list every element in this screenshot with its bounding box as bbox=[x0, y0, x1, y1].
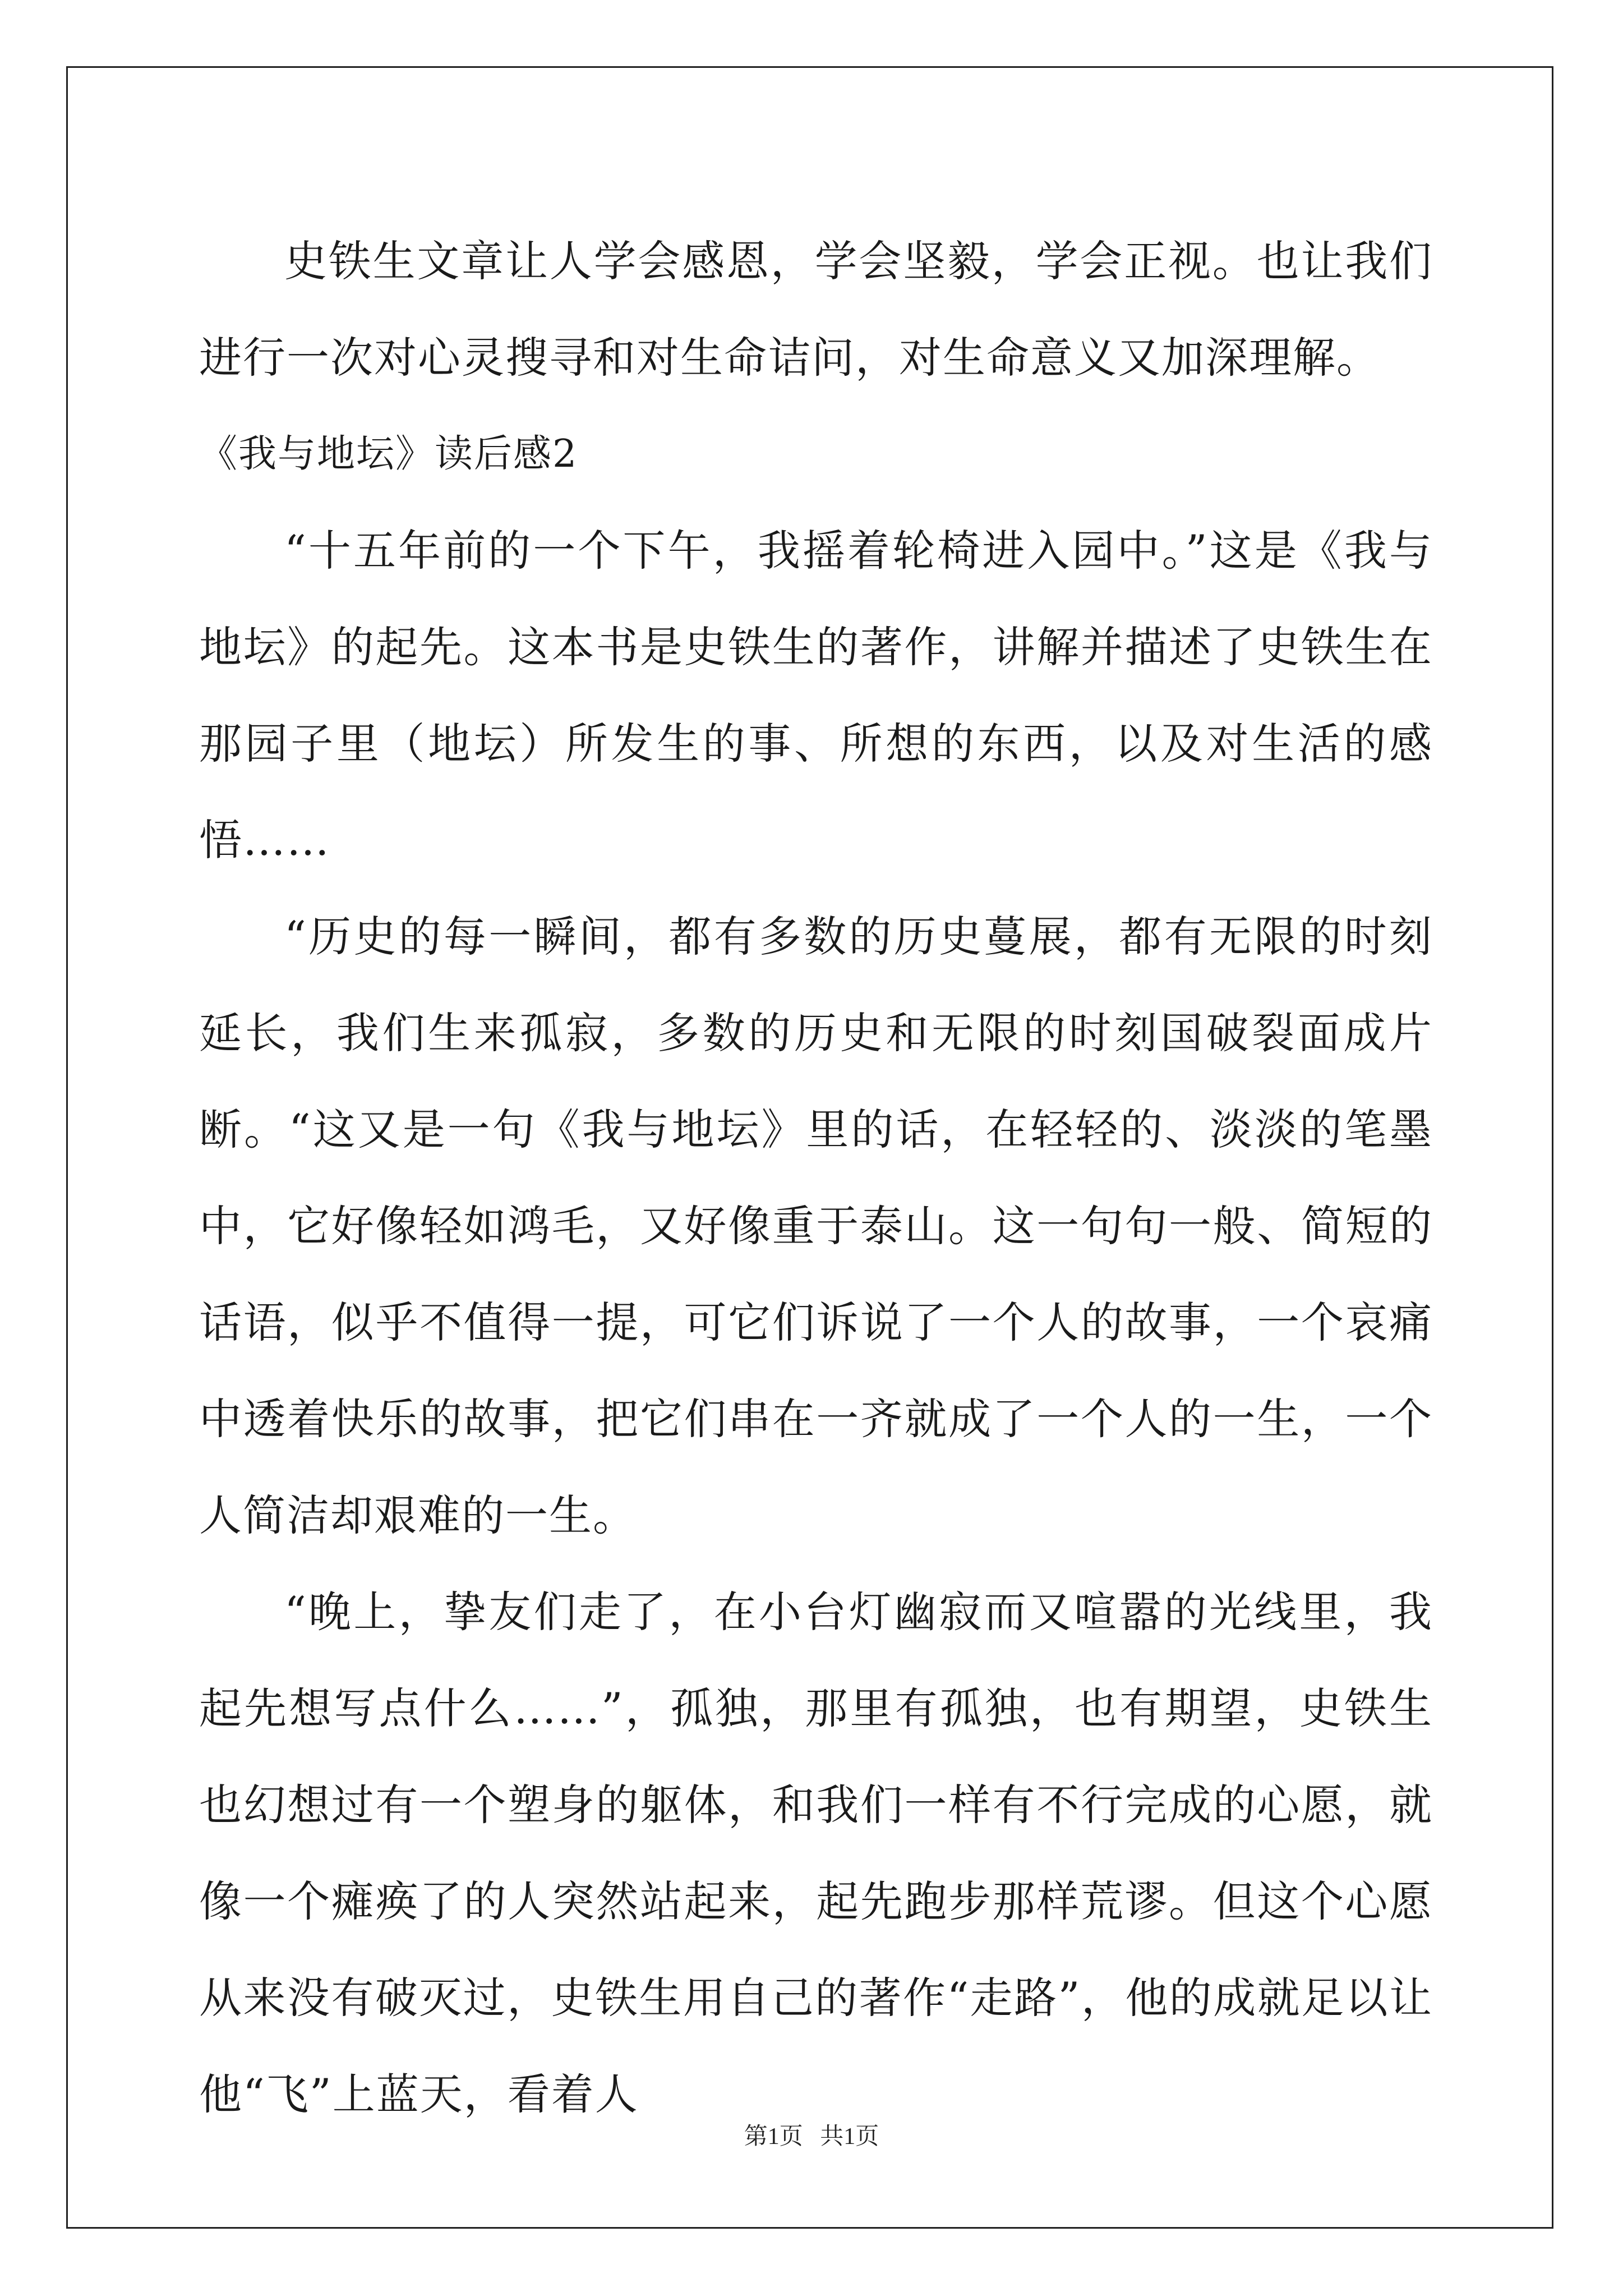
section-heading: 《我与地坛》读后感2 bbox=[199, 432, 578, 476]
paragraph-1: “十五年前的一个下午，我摇着轮椅进入园中。”这是《我与地坛》的起先。这本书是史铁生的著作，讲解并描述了史铁生在那园子里（地坛）所发生的事、所想的东西，以及对生活的感悟…… bbox=[199, 526, 1433, 865]
paragraph-intro: 史铁生文章让人学会感恩，学会坚毅，学会正视。也让我们进行一次对心灵搜寻和对生命诘问，对生命意义又加深理解。 bbox=[199, 236, 1433, 383]
page-footer bbox=[0, 2118, 1623, 2151]
document-body bbox=[199, 213, 1433, 2143]
paragraph-3: “晚上，挚友们走了，在小台灯幽寂而又喧嚣的光线里，我起先想写点什么……”，孤独，那里有孤独，也有期望，史铁生也幻想过有一个塑身的躯体，和我们一样有不行完成的心愿，就像一个瘫痪了的人突然站起来，起先跑步那样荒谬。但这个心愿从来没有破灭过，史铁生用自己的著作“走路”，他的成就足以让他“飞”上蓝天，看着人 bbox=[199, 1587, 1433, 2119]
paragraph-2: “历史的每一瞬间，都有多数的历史蔓展，都有无限的时刻延长，我们生来孤寂，多数的历史和无限的时刻国破裂面成片断。“这又是一句《我与地坛》里的话，在轻轻的、淡淡的笔墨中，它好像轻如鸿毛，又好像重于泰山。这一句句一般、简短的话语，似乎不值得一提，可它们诉说了一个人的故事，一个哀痛中透着快乐的故事，把它们串在一齐就成了一个人的一生，一个人简洁却艰难的一生。 bbox=[199, 912, 1433, 1540]
page-total: 共1页 bbox=[820, 2124, 879, 2150]
page-number: 第1页 bbox=[744, 2124, 803, 2150]
